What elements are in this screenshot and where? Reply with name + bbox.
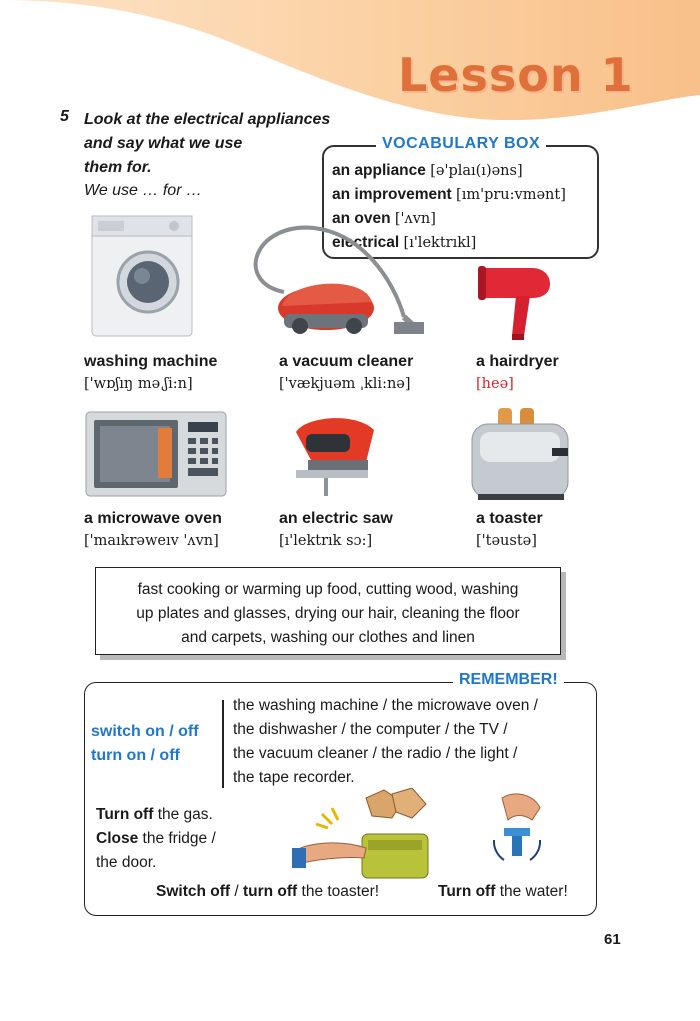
appliance-name: a hairdryer: [476, 353, 559, 370]
task-number: 5: [60, 108, 69, 125]
lesson-title: Lesson 1: [398, 48, 634, 102]
instruction-line: Look at the electrical appliances: [84, 111, 331, 128]
divider-line: [222, 700, 224, 788]
washing-machine-icon: [90, 214, 196, 339]
instruction-line: and say what we use: [84, 135, 243, 152]
appliance-ipa: ['təustə]: [476, 533, 537, 549]
remember-examples: [96, 803, 216, 875]
vocab-item: an appliance [ə'plaı(ı)əns]: [332, 162, 523, 179]
object-line: the vacuum cleaner / the radio / the light /: [233, 745, 518, 762]
example-gas: Turn off the gas.: [96, 806, 213, 823]
appliance-name: a microwave oven: [84, 510, 222, 527]
instruction-line: them for.: [84, 159, 152, 176]
page-number: 61: [604, 931, 621, 948]
uses-box: [95, 567, 561, 655]
vocab-item: an oven ['ʌvn]: [332, 210, 436, 227]
vocab-item: an improvement [ım'pru:vmənt]: [332, 186, 566, 203]
phrasal-verb: switch on / off: [91, 723, 199, 740]
appliance-ipa: ['maıkrəweıv 'ʌvn]: [84, 533, 219, 549]
phrasal-verb: turn on / off: [91, 747, 180, 764]
microwave-icon: [84, 410, 228, 498]
appliance-name: an electric saw: [279, 510, 393, 527]
phrasal-verbs: [91, 720, 199, 768]
toaster-hand-illustration: [292, 788, 438, 880]
appliance-name: washing machine: [84, 353, 218, 370]
vacuum-cleaner-icon: [244, 222, 430, 340]
vocab-item: electrical [ı'lektrıkl]: [332, 234, 477, 251]
appliance-name: a vacuum cleaner: [279, 353, 414, 370]
object-line: the dishwasher / the computer / the TV /: [233, 721, 508, 738]
appliance-ipa: ['vækjuəm ˌkli:nə]: [279, 376, 411, 392]
caption-toaster: Switch off / turn off the toaster!: [156, 883, 380, 900]
appliance-name: a toaster: [476, 510, 543, 527]
toaster-icon: [468, 408, 576, 504]
remember-title: REMEMBER!: [453, 671, 564, 689]
electric-saw-icon: [286, 412, 382, 500]
object-line: the washing machine / the microwave oven /: [233, 697, 538, 714]
task-hint: We use … for …: [84, 182, 202, 199]
uses-line: fast cooking or warming up food, cutting wood, washing: [137, 581, 519, 598]
remember-objects: [233, 694, 538, 790]
uses-line: up plates and glasses, drying our hair, cleaning the floor: [136, 605, 520, 622]
example-fridge: Close the fridge /: [96, 830, 216, 847]
tap-hand-illustration: [484, 790, 550, 870]
hairdryer-icon: [478, 262, 554, 342]
example-door: the door.: [96, 854, 157, 871]
object-line: the tape recorder.: [233, 769, 355, 786]
appliance-ipa: ['wɒʃıŋ məˌʃi:n]: [84, 376, 193, 392]
vocabulary-box-title: VOCABULARY BOX: [376, 135, 546, 153]
uses-line: and carpets, washing our clothes and linen: [181, 629, 475, 646]
caption-water: Turn off the water!: [438, 883, 568, 900]
appliance-ipa: [heə]: [476, 376, 514, 392]
appliance-ipa: [ı'lektrık sɔ:]: [279, 533, 373, 549]
